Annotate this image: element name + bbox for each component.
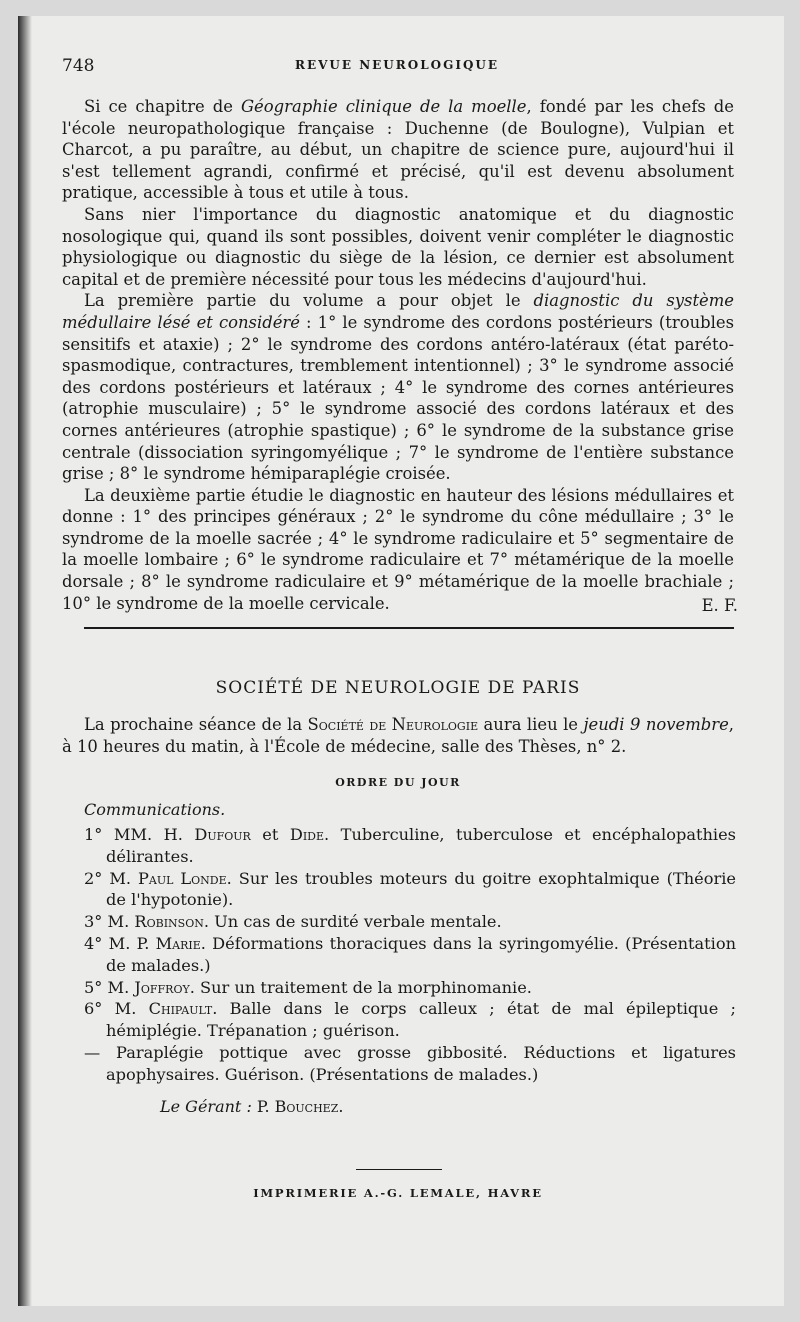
italic-phrase: diagnostic du système médullaire lésé et considéré (62, 291, 734, 332)
meeting-date: jeudi 9 novembre (583, 715, 729, 734)
speaker-name: Marie (155, 933, 201, 953)
agenda-item-title: . Tuberculine, tuberculose et encéphalopathies délirantes. (106, 825, 736, 866)
gerant-dot: . (338, 1097, 344, 1116)
agenda-item-number: — (84, 1042, 117, 1062)
agenda-item (84, 933, 736, 977)
speaker-name: Joffroy (134, 977, 190, 997)
review-paragraph-4: La deuxième partie étudie le diagnostic en hauteur des lésions médullaires et donne : 1° des principes généraux ; 2° le syndrome du cône médullaire ; 3° le syndrome de la moelle sacrée ; 4° le syndrome radiculaire et 5° segmentaire de la moelle lombaire ; 6° le syndrome radiculaire et 7° métamérique de la moelle dorsale ; 8° le syndrome radiculaire et 9° métamérique de la moelle brachiale ; 10° le syndrome de la moelle cervicale. (62, 485, 734, 613)
text-run: : 1° le syndrome des cordons postérieurs (troubles sensitifs et ataxie) ; 2° le syndrome des cordons antéro-latéraux (état paréto-spasmodique, contractures, tremblement intentionnel) ; 3° le syndrome associé des cordons postérieurs et latéraux ; 4° le syndrome des cornes antérieures (atrophie musculaire) ; 5° le syndrome associé des cordons latéraux et des cornes antérieures (atrophie spastique) ; 6° le syndrome de la substance grise centrale (dissociation syringomyélique ; 7° le syndrome de l'entière substance grise ; 8° le syndrome hémiparaplégie croisée. (62, 312, 734, 484)
agenda-item (84, 1042, 736, 1086)
society-heading: SOCIÉTÉ DE NEUROLOGIE DE PARIS (215, 678, 581, 698)
agenda-item (84, 911, 736, 933)
running-title: REVUE NEUROLOGIQUE (294, 58, 500, 72)
review-paragraph-2: Sans nier l'importance du diagnostic anatomique et du diagnostic nosologique qui, quand ils sont possibles, doivent venir compléter le diagnostic physiologique ou diagnostic du siège de la lésion, ce dernier est absolument capital et de première nécessité pour tous les médecins d'aujourd'hui. (62, 204, 734, 289)
text-run: , fondé par les chefs de l'école neuropathologique française : Duchenne (de Boulogne), Vulpian et Charcot, a pu paraître, au début, un chapitre de science pure, aujourd'hui il s'est tellement agrandi, confirmé et précisé, qu'il est devenu absolument pratique, accessible à tous et utile à tous. (62, 97, 734, 203)
agenda-item (84, 977, 736, 999)
book-title: Géographie clinique de la moelle (240, 97, 527, 116)
speaker-name: Chipault (148, 999, 213, 1019)
agenda-item-title: . Sur un traitement de la morphinomanie. (189, 977, 532, 997)
agenda-item-number: 4° M. P. (84, 933, 156, 953)
page-header (62, 56, 732, 82)
page-number: 748 (62, 56, 95, 76)
agenda-item (84, 824, 736, 868)
society-name: Société de Neurologie (307, 715, 479, 734)
meeting-notice (62, 714, 734, 757)
text-run: , à 10 heures du matin, à l'École de médecine, salle des Thèses, n° 2. (62, 715, 734, 756)
review-signature: E. F. (701, 596, 738, 615)
agenda-item-number: 2° M. (84, 868, 139, 888)
agenda-item-number: 3° M. (84, 912, 135, 932)
text-run: aura lieu le (478, 715, 584, 734)
text-run: La première partie du volume a pour objet le (84, 291, 534, 311)
section-divider (84, 627, 734, 629)
agenda-list (84, 824, 736, 1086)
review-paragraph-1 (62, 96, 734, 204)
agenda-item-title: . Balle dans le corps calleux ; état de mal épileptique ; hémiplégie. Trépanation ; guérison. (106, 999, 736, 1041)
text-run: Si ce chapitre de (84, 97, 241, 116)
speaker-name: Robinson (134, 912, 204, 932)
agenda-heading: ORDRE DU JOUR (335, 776, 461, 789)
gerant-label: Le Gérant : (160, 1097, 252, 1116)
communications-label: Communications. (84, 800, 226, 819)
agenda-item (84, 868, 736, 912)
agenda-item-title: . Un cas de surdité verbale mentale. (203, 912, 502, 932)
agenda-item-number: 5° M. (84, 977, 135, 997)
printer-imprint: IMPRIMERIE A.-G. LEMALE, HAVRE (253, 1186, 543, 1200)
speaker-name: Paul Londe (138, 868, 227, 888)
agenda-item-title: . Sur les troubles moteurs du goitre exophtalmique (Théorie de l'hypotonie). (106, 868, 736, 910)
footer-rule (356, 1169, 442, 1170)
agenda-item (84, 998, 736, 1042)
speaker-name: Dide (289, 825, 325, 844)
text-run: La prochaine séance de la (84, 715, 308, 734)
notice-paragraph (62, 714, 734, 757)
gerant-name: Bouchez (274, 1097, 339, 1116)
text-run: et (250, 825, 290, 844)
gerant-initial: P. (256, 1097, 275, 1116)
agenda-item-number: 1° MM. H. (84, 825, 195, 844)
agenda-item-title: Paraplégie pottique avec grosse gibbosité. Réductions et ligatures apophysaires. Guérison. (Présentations de malades.) (106, 1042, 736, 1084)
agenda-item-number: 6° M. (84, 999, 149, 1019)
agenda-item-title: . Déformations thoraciques dans la syringomyélie. (Présentation de malades.) (106, 933, 737, 975)
review-paragraph-3 (62, 290, 734, 484)
review-text (62, 96, 734, 614)
gerant-line (160, 1097, 343, 1116)
speaker-name: Dufour (194, 825, 251, 844)
